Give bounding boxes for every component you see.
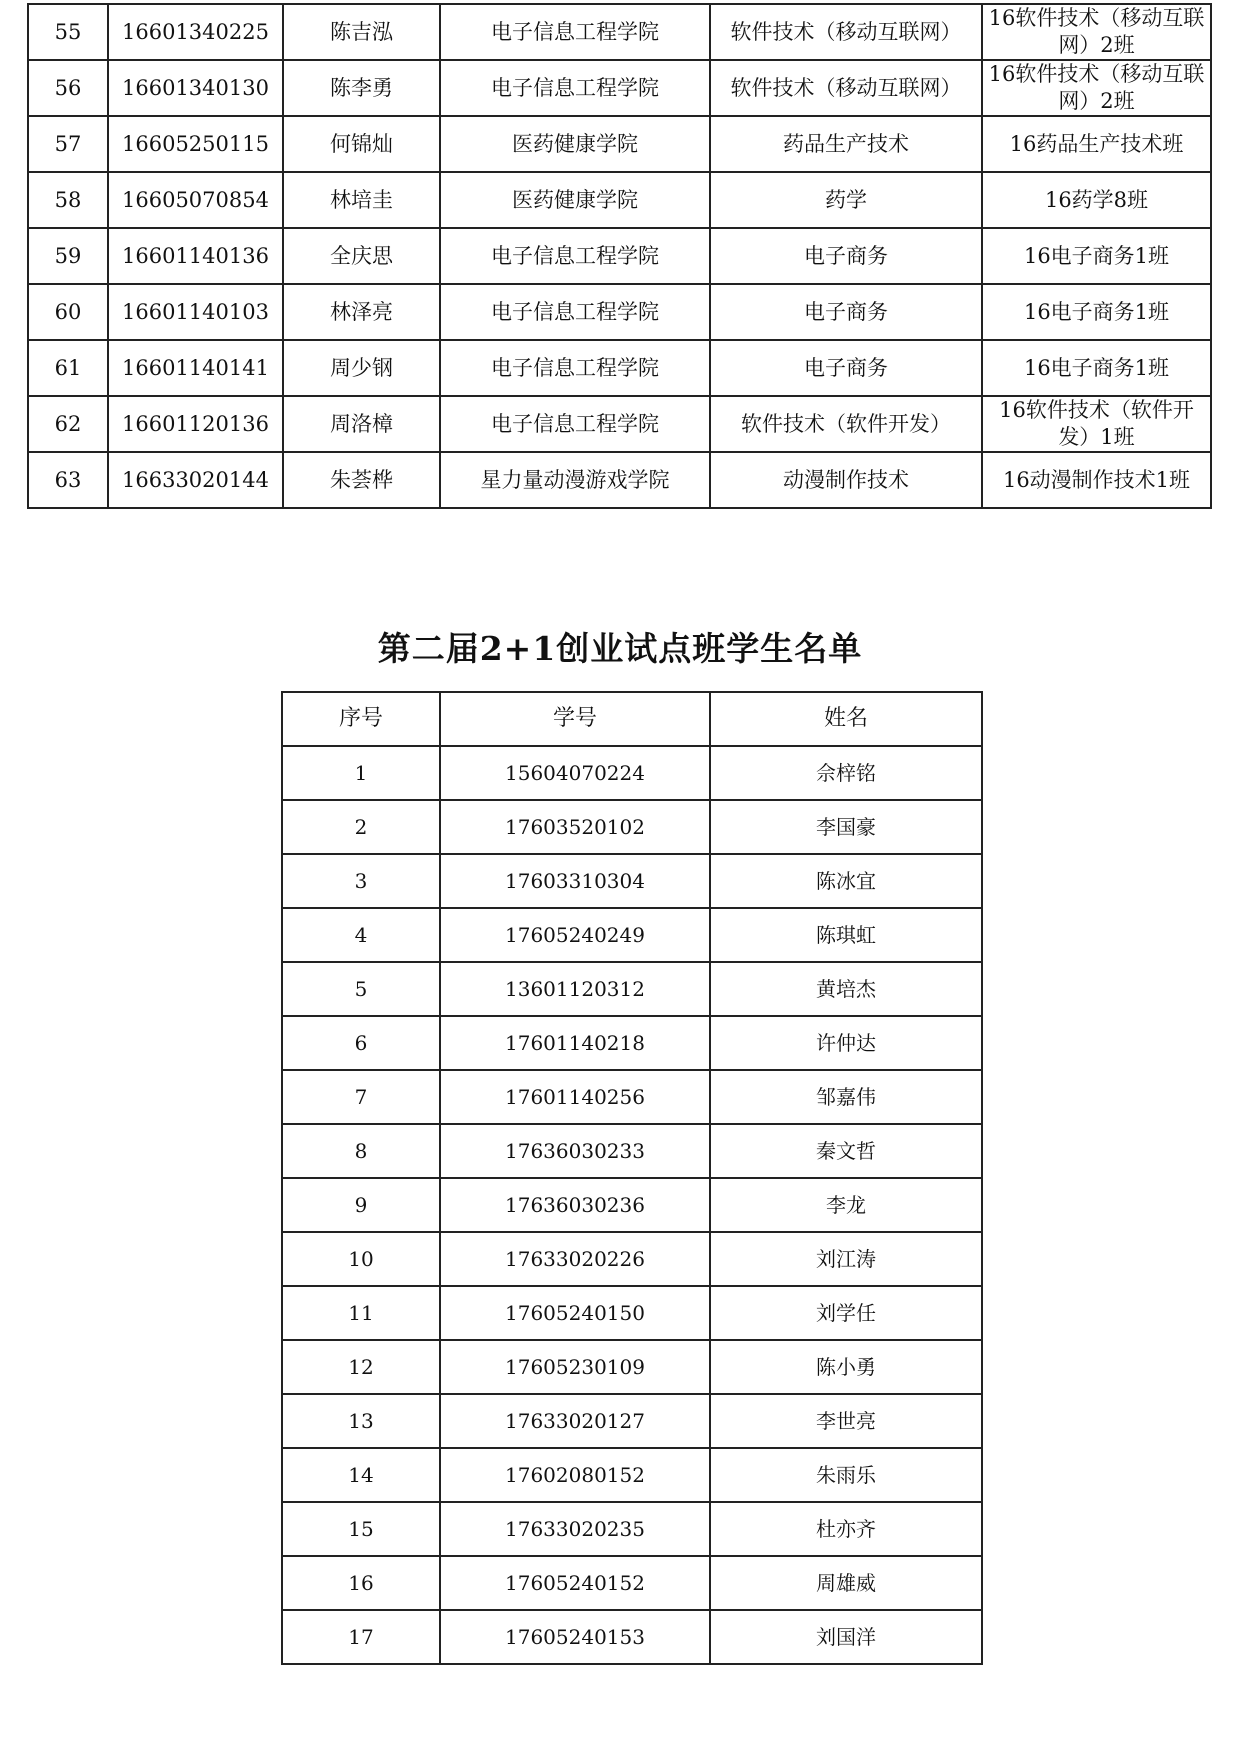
cell-class: 16电子商务1班 [982,228,1211,284]
cell-seq: 9 [282,1178,440,1232]
table-row [282,854,982,908]
cell-seq: 57 [28,116,108,172]
cell-name: 林培圭 [283,172,440,228]
cell-class: 16电子商务1班 [982,284,1211,340]
cell-student-id: 17605230109 [440,1340,710,1394]
cell-major: 药品生产技术 [710,116,982,172]
table-header-row [282,692,982,746]
cell-major: 软件技术（移动互联网） [710,4,982,60]
cell-seq: 2 [282,800,440,854]
cell-class: 16药品生产技术班 [982,116,1211,172]
cell-seq: 17 [282,1610,440,1664]
cell-seq: 61 [28,340,108,396]
table-row [28,284,1211,340]
table-row [282,1124,982,1178]
table-row [282,962,982,1016]
cell-seq: 16 [282,1556,440,1610]
cell-name: 陈吉泓 [283,4,440,60]
cell-class: 16软件技术（移动互联网）2班 [982,4,1211,60]
cell-name: 李国豪 [710,800,982,854]
cell-seq: 12 [282,1340,440,1394]
cell-major: 电子商务 [710,340,982,396]
cell-student-id: 17605240153 [440,1610,710,1664]
cell-class: 16动漫制作技术1班 [982,452,1211,508]
cell-seq: 63 [28,452,108,508]
cell-major: 电子商务 [710,228,982,284]
cell-seq: 60 [28,284,108,340]
cell-seq: 1 [282,746,440,800]
cell-name: 李龙 [710,1178,982,1232]
table-row [28,340,1211,396]
cell-seq: 8 [282,1124,440,1178]
cell-college: 电子信息工程学院 [440,340,710,396]
cell-student-id: 15604070224 [440,746,710,800]
cell-name: 刘学任 [710,1286,982,1340]
cell-seq: 6 [282,1016,440,1070]
table-row [282,1178,982,1232]
table-row [282,1286,982,1340]
cell-student-id: 17602080152 [440,1448,710,1502]
cell-name: 周洛樟 [283,396,440,452]
cell-seq: 4 [282,908,440,962]
cell-college: 星力量动漫游戏学院 [440,452,710,508]
header-student-id: 学号 [440,692,710,746]
cell-student-id: 17605240152 [440,1556,710,1610]
cell-name: 李世亮 [710,1394,982,1448]
cell-college: 电子信息工程学院 [440,4,710,60]
cell-student-id: 17601140256 [440,1070,710,1124]
table-row [282,1340,982,1394]
cell-name: 周雄威 [710,1556,982,1610]
cell-student-id: 17633020226 [440,1232,710,1286]
table-row [28,116,1211,172]
table-row [28,452,1211,508]
cell-class: 16软件技术（软件开发）1班 [982,396,1211,452]
cell-student-id: 13601120312 [440,962,710,1016]
cell-student-id: 16601340225 [108,4,283,60]
cell-seq: 3 [282,854,440,908]
cell-student-id: 17605240249 [440,908,710,962]
cell-student-id: 16601340130 [108,60,283,116]
table-row [282,1394,982,1448]
cell-student-id: 17603310304 [440,854,710,908]
table-row [282,1502,982,1556]
cell-seq: 14 [282,1448,440,1502]
cell-name: 何锦灿 [283,116,440,172]
cell-name: 周少钢 [283,340,440,396]
cell-seq: 7 [282,1070,440,1124]
cell-name: 佘梓铭 [710,746,982,800]
cell-student-id: 17633020235 [440,1502,710,1556]
cell-class: 16软件技术（移动互联网）2班 [982,60,1211,116]
cell-name: 秦文哲 [710,1124,982,1178]
cell-college: 电子信息工程学院 [440,228,710,284]
cell-major: 软件技术（移动互联网） [710,60,982,116]
table-row [282,1232,982,1286]
header-seq: 序号 [282,692,440,746]
cell-college: 医药健康学院 [440,116,710,172]
table-row [282,800,982,854]
cell-major: 动漫制作技术 [710,452,982,508]
table-row [28,172,1211,228]
table-row [282,746,982,800]
cell-name: 朱荟桦 [283,452,440,508]
table-row [282,1448,982,1502]
cell-seq: 59 [28,228,108,284]
cell-student-id: 16601140103 [108,284,283,340]
cell-college: 电子信息工程学院 [440,284,710,340]
table-row [282,908,982,962]
cell-student-id: 16605070854 [108,172,283,228]
table-row [28,396,1211,452]
cell-seq: 56 [28,60,108,116]
cell-student-id: 16633020144 [108,452,283,508]
table-row [282,1016,982,1070]
cell-seq: 55 [28,4,108,60]
cell-class: 16电子商务1班 [982,340,1211,396]
table-row [282,1610,982,1664]
cell-major: 电子商务 [710,284,982,340]
cell-seq: 10 [282,1232,440,1286]
cell-seq: 13 [282,1394,440,1448]
header-name: 姓名 [710,692,982,746]
cell-seq: 11 [282,1286,440,1340]
cell-name: 杜亦齐 [710,1502,982,1556]
cell-student-id: 16601140136 [108,228,283,284]
cell-college: 医药健康学院 [440,172,710,228]
cell-student-id: 17605240150 [440,1286,710,1340]
cell-student-id: 16605250115 [108,116,283,172]
table-row [282,1556,982,1610]
cell-name: 陈琪虹 [710,908,982,962]
student-table-body [28,4,1211,508]
cell-class: 16药学8班 [982,172,1211,228]
section-title: 第二届2+1创业试点班学生名单 [377,629,863,668]
cell-student-id: 17636030233 [440,1124,710,1178]
table-row [282,1070,982,1124]
cell-student-id: 17636030236 [440,1178,710,1232]
cell-student-id: 17601140218 [440,1016,710,1070]
table-row [28,4,1211,60]
table-row [28,60,1211,116]
table-row [28,228,1211,284]
cell-name: 刘江涛 [710,1232,982,1286]
cell-name: 林泽亮 [283,284,440,340]
cell-student-id: 17603520102 [440,800,710,854]
cell-student-id: 17633020127 [440,1394,710,1448]
cell-major: 软件技术（软件开发） [710,396,982,452]
cell-college: 电子信息工程学院 [440,60,710,116]
cell-seq: 62 [28,396,108,452]
pilot-class-table [281,691,983,1665]
cell-college: 电子信息工程学院 [440,396,710,452]
cell-name: 许仲达 [710,1016,982,1070]
cell-name: 陈李勇 [283,60,440,116]
cell-student-id: 16601120136 [108,396,283,452]
pilot-class-table-body [282,746,982,1664]
cell-name: 全庆思 [283,228,440,284]
cell-name: 邹嘉伟 [710,1070,982,1124]
cell-major: 药学 [710,172,982,228]
cell-name: 朱雨乐 [710,1448,982,1502]
cell-name: 陈冰宜 [710,854,982,908]
cell-seq: 5 [282,962,440,1016]
student-table-continued [27,3,1212,509]
cell-student-id: 16601140141 [108,340,283,396]
cell-name: 黄培杰 [710,962,982,1016]
cell-name: 刘国洋 [710,1610,982,1664]
cell-seq: 58 [28,172,108,228]
cell-name: 陈小勇 [710,1340,982,1394]
cell-seq: 15 [282,1502,440,1556]
